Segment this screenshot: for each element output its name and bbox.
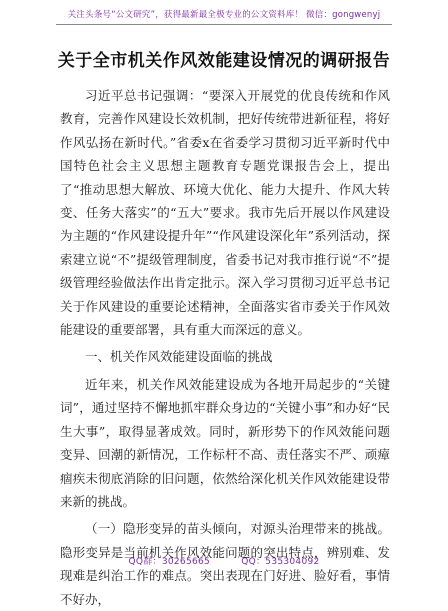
section-heading: 一、机关作风效能建设面临的挑战 [85,349,273,365]
header-divider [56,24,392,25]
header-banner: 关注头条号“公文研究”，获得最新最全极专业的公文资料库！ 微信：gongwenyj [67,10,381,20]
footer [0,554,448,567]
paragraph-subsection-1: （一）隐形变异的苗头倾向，对源头治理带来的挑战。隐形变异是当前机关作风效能问题的突出特点，辨别难、发现难是纠治工作的难点。突出表现在门好进、脸好看，事情不好办， [60,521,390,607]
document-title: 关于全市机关作风效能建设情况的调研报告 [57,51,391,71]
footer-qq-group: QQ群：30265665 [128,557,211,567]
paragraph-intro: 习近平总书记强调：“要深入开展党的优良传统和作风教育，完善作风建设长效机制，把好传统带进新征程，将好作风弘扬在新时代。”省委x在省委学习贯彻习近平新时代中国特色社会主义思想主题教育专题党课报告会上，提出了“推动思想大解放、环境大优化、能力大提升、作风大转变、任务大落实”的“五大”要求。我市先后开展以作风建设为主题的“作风建设提升年”“作风建设深化年”系列活动，探索建立说“不”提级管理制度，省委书记对我市推行说“不”提级管理经验做法作出肯定批示。深入学习贯彻习近平总书记关于作风建设的重要论述精神，全面落实省市委关于作风效能建设的重要部署，具有重大而深远的意义。 [60,88,390,338]
document-body [60,84,390,611]
footer-qq: QQ：535304092 [241,557,320,567]
paragraph-overview: 近年来，机关作风效能建设成为各地开局起步的“关键词”，通过坚持不懈地抓牢群众身边的“关键小事”和办好“民生大事”，取得显著成效。同时，新形势下的作风效能问题变异、回潮的新情况，工作标杆不高、责任落实不严、顽瘴痼疾未彻底消除的旧问题，依然给深化机关作风效能建设带来新的挑战。 [60,376,390,509]
